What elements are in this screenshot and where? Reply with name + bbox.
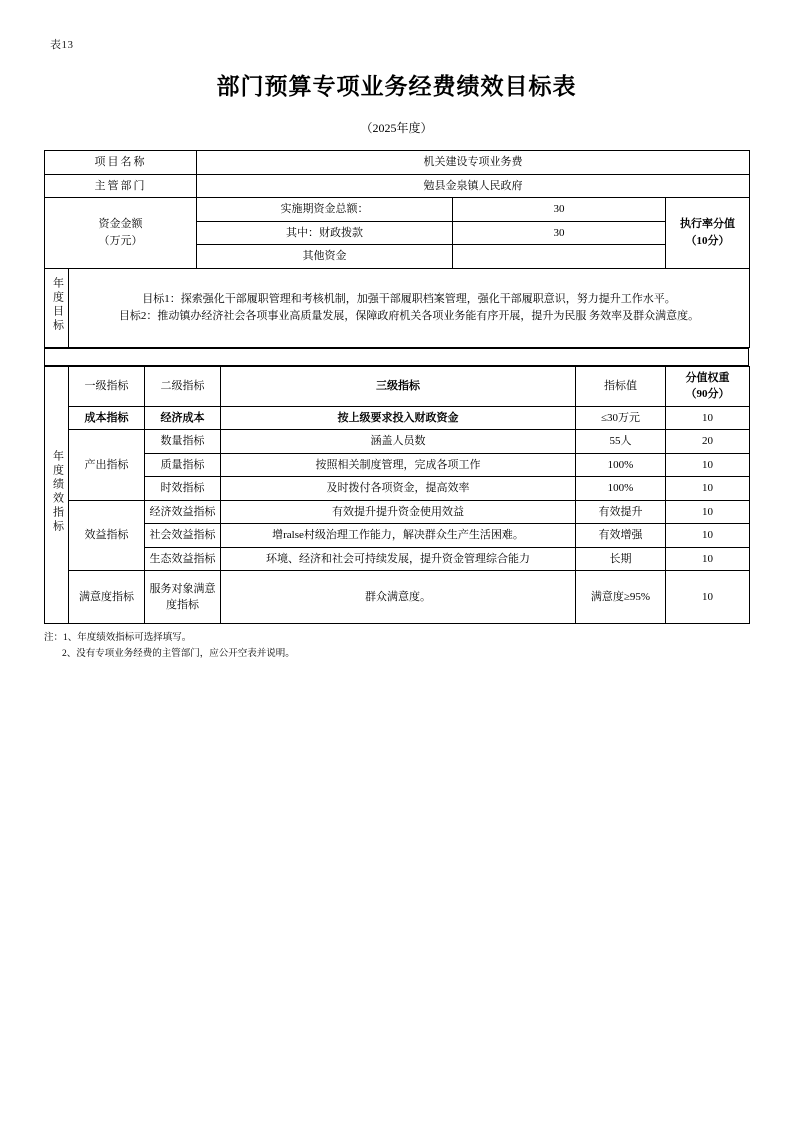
exec-rate-label [666, 198, 750, 269]
table-row-project-name [45, 151, 750, 175]
table-row-annual-goal [45, 268, 750, 347]
cell-weight: 20 [666, 430, 750, 454]
fiscal-year-subtitle: （2025年度） [360, 121, 433, 135]
annual-goal-line-2: 目标2：推动镇办经济社会各项事业高质量发展，保障政府机关各项业务能有序开展，提升为民服 务效率及群众满意度。 [118, 309, 700, 322]
cell-level3: 环境、经济和社会可持续发展，提升资金管理综合能力 [221, 547, 576, 571]
table-row [45, 406, 750, 430]
cell-level2: 数量指标 [145, 430, 221, 454]
cell-level3: 及时拨付各项资金，提高效率 [221, 477, 576, 501]
fund-total-label: 实施期资金总额： [197, 198, 453, 222]
fund-total-value: 30 [453, 198, 666, 222]
department-value: 勉县金泉镇人民政府 [197, 174, 750, 198]
cell-weight: 10 [666, 547, 750, 571]
department-label: 主管部门 [45, 174, 197, 198]
cell-weight: 10 [666, 477, 750, 501]
table-row [45, 430, 750, 454]
table-row [45, 524, 750, 548]
cell-value: 55人 [576, 430, 666, 454]
fund-amount-label-line2: （万元） [98, 234, 143, 247]
cell-level3: 按照相关制度管理，完成各项工作 [221, 453, 576, 477]
fund-other-label: 其他资金 [197, 245, 453, 269]
table-row-fund-total [45, 198, 750, 222]
footer-notes [44, 630, 749, 662]
fund-amount-label [45, 198, 197, 269]
fund-amount-label-line1: 资金金额 [98, 218, 143, 231]
fund-other-value [453, 245, 666, 269]
notes-line-1: 注：1、年度绩效指标可选择填写。 [44, 633, 192, 643]
cell-level2: 质量指标 [145, 453, 221, 477]
cell-value: 长期 [576, 547, 666, 571]
spacer-table [44, 348, 749, 366]
indicator-table [44, 366, 750, 625]
sheet-number: 表13 [50, 39, 74, 51]
column-header-level3: 三级指标 [221, 366, 576, 406]
cell-level2: 服务对象满意度指标 [145, 571, 221, 624]
cell-level2: 经济成本 [145, 406, 221, 430]
exec-rate-label-line2: （10分） [685, 234, 730, 247]
column-header-weight: 分值权重 （90分） [666, 366, 750, 406]
table-row [45, 547, 750, 571]
annual-goal-side-label: 年度目标 [45, 268, 69, 347]
cell-level3: 增ralse村级治理工作能力，解决群众生产生活困难。 [221, 524, 576, 548]
notes-line-2: 2、没有专项业务经费的主管部门，应公开空表并说明。 [62, 649, 295, 660]
cell-value: ≤30万元 [576, 406, 666, 430]
table-row [45, 453, 750, 477]
page-title: 部门预算专项业务经费绩效目标表 [216, 73, 577, 99]
cell-level3: 群众满意度。 [221, 571, 576, 624]
fund-gov-value: 30 [453, 221, 666, 245]
cell-weight: 10 [666, 524, 750, 548]
annual-goal-content [69, 268, 750, 347]
cell-level1: 成本指标 [69, 406, 145, 430]
annual-goal-line-1: 目标1：探索强化干部履职管理和考核机制，加强干部履职档案管理，强化干部履职意识，努力提升工作水平。 [142, 293, 676, 305]
column-header-value: 指标值 [576, 366, 666, 406]
indicator-side-label: 年度绩效指标 [45, 366, 69, 624]
cell-weight: 10 [666, 453, 750, 477]
indicator-header-row [45, 366, 750, 406]
cell-level2: 经济效益指标 [145, 500, 221, 524]
cell-level2: 生态效益指标 [145, 547, 221, 571]
cell-level3: 涵盖人员数 [221, 430, 576, 454]
exec-rate-label-line1: 执行率分值 [680, 218, 736, 231]
header-table [44, 150, 750, 348]
fund-gov-label: 其中：财政拨款 [197, 221, 453, 245]
cell-value: 有效增强 [576, 524, 666, 548]
cell-level1: 产出指标 [69, 430, 145, 501]
project-name-value: 机关建设专项业务费 [197, 151, 750, 175]
table-row [45, 500, 750, 524]
cell-level2: 社会效益指标 [145, 524, 221, 548]
table-row [45, 571, 750, 624]
cell-level3: 有效提升提升资金使用效益 [221, 500, 576, 524]
cell-level1: 满意度指标 [69, 571, 145, 624]
table-row [45, 477, 750, 501]
cell-level2: 时效指标 [145, 477, 221, 501]
table-row-department [45, 174, 750, 198]
cell-weight: 10 [666, 571, 750, 624]
cell-weight: 10 [666, 500, 750, 524]
cell-value: 有效提升 [576, 500, 666, 524]
column-header-level1: 一级指标 [69, 366, 145, 406]
project-name-label: 项目名称 [45, 151, 197, 175]
cell-weight: 10 [666, 406, 750, 430]
cell-level3: 按上级要求投入财政资金 [221, 406, 576, 430]
cell-value: 100% [576, 453, 666, 477]
column-header-level2: 二级指标 [145, 366, 221, 406]
cell-value: 满意度≥95% [576, 571, 666, 624]
cell-level1: 效益指标 [69, 500, 145, 571]
cell-value: 100% [576, 477, 666, 501]
